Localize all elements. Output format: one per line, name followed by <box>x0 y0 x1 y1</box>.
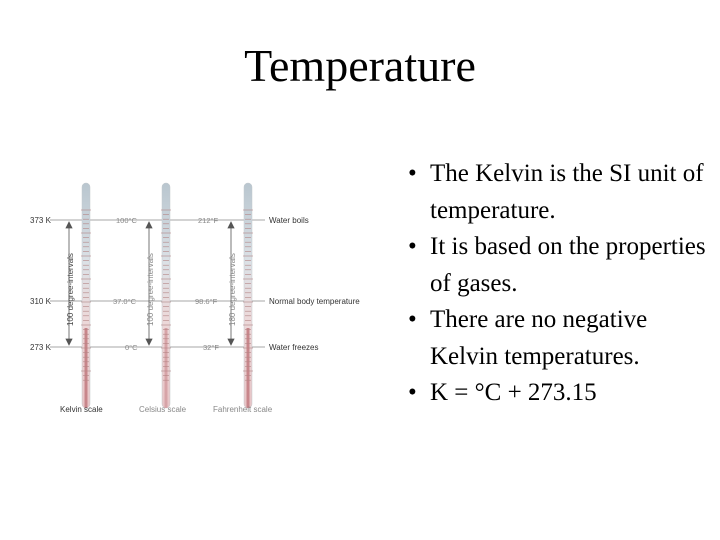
kelvin-interval-label: 100 degree-intervals <box>66 253 75 326</box>
celsius-bottom-label: 0°C <box>125 343 138 352</box>
kelvin-scale-label: Kelvin scale <box>60 405 103 414</box>
slide-title: Temperature <box>244 40 476 91</box>
water-freezes-label: Water freezes <box>269 343 319 352</box>
bullet-list <box>408 156 708 412</box>
fahrenheit-bottom-label: 32°F <box>203 343 219 352</box>
kelvin-top-label: 373 K <box>30 216 51 225</box>
celsius-top-label: 100°C <box>116 216 137 225</box>
kelvin-thermometer <box>81 183 91 408</box>
fahrenheit-interval-label: 180 degree-intervals <box>228 253 237 326</box>
kelvin-bottom-label: 273 K <box>30 343 51 352</box>
celsius-interval-label: 100 degree-intervals <box>146 253 155 326</box>
bullet-item: • The Kelvin is the SI unit of temperature. <box>408 156 708 229</box>
water-boils-label: Water boils <box>269 216 309 225</box>
celsius-scale-label: Celsius scale <box>139 405 187 414</box>
bullet-item: • It is based on the properties of gases. <box>408 229 708 302</box>
bullet-item: • There are no negative Kelvin temperatures. <box>408 302 708 375</box>
fahrenheit-thermometer <box>243 183 253 408</box>
kelvin-mid-label: 310 K <box>30 297 51 306</box>
fahrenheit-mid-label: 98.6°F <box>195 297 218 306</box>
celsius-thermometer <box>161 183 171 408</box>
fahrenheit-top-label: 212°F <box>198 216 219 225</box>
celsius-mid-label: 37.0°C <box>113 297 137 306</box>
thermometer-figure <box>20 178 390 428</box>
fahrenheit-scale-label: Fahrenheit scale <box>213 405 273 414</box>
body-temp-label: Normal body temperature <box>269 297 360 306</box>
bullet-item: • K = °C + 273.15 <box>408 375 708 412</box>
